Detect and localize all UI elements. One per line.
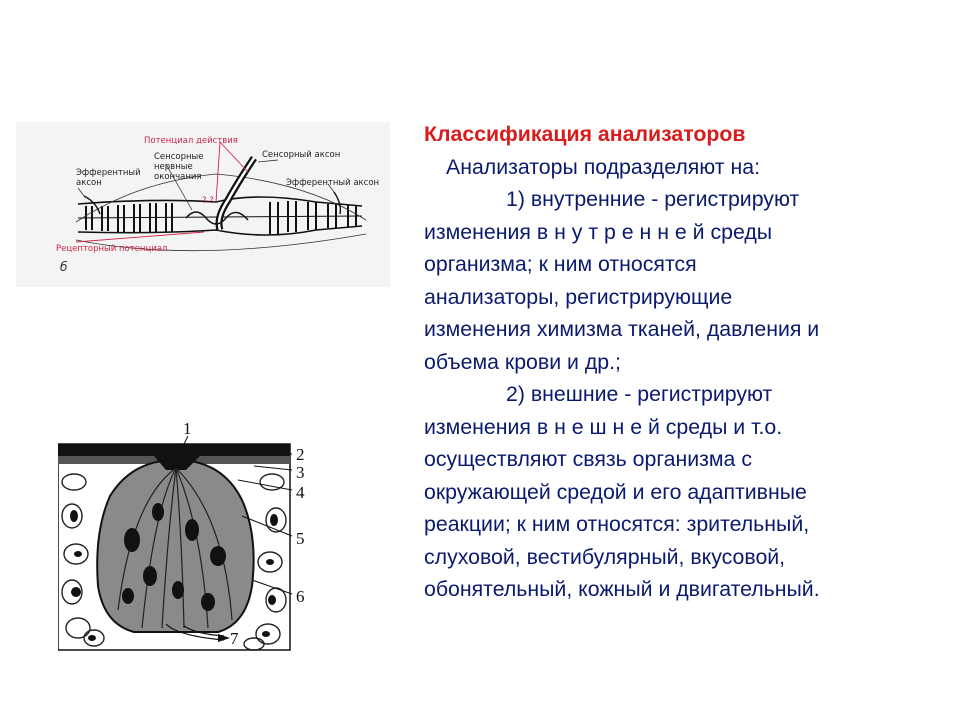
text-line: 2) внешние - регистрируют <box>506 382 773 406</box>
text-line: анализаторы, регистрирующие <box>424 284 733 309</box>
text-line: изменения в н у т р е н н е й среды <box>424 219 773 244</box>
label-3: 3 <box>296 463 305 482</box>
text-line: изменения в н е ш н е й среды и т.о. <box>424 414 783 439</box>
label-6: 6 <box>296 587 305 606</box>
text-line: Анализаторы подразделяют на: <box>446 154 761 179</box>
label-5: 5 <box>296 529 305 548</box>
label-2: 2 <box>296 445 305 464</box>
panel-letter-label: б <box>60 260 68 274</box>
action-potential-label: Потенциал действия <box>144 136 238 146</box>
text-line: окружающей средой и его адаптивные <box>424 479 807 504</box>
text-line: слуховой, вестибулярный, вкусовой, <box>424 544 786 569</box>
text-line: объема крови и др.; <box>424 349 621 374</box>
label-1: 1 <box>183 419 192 438</box>
label-7: 7 <box>230 629 239 648</box>
receptor-potential-label: Рецепторный потенциал <box>56 244 168 254</box>
text-line: осуществляют связь организма с <box>424 447 752 471</box>
text-line: реакции; к ним относятся: зрительный, <box>424 512 810 536</box>
sensory-axon-label: Сенсорный аксон <box>262 150 341 160</box>
efferent-axon-left-label: Эфферентный аксон <box>76 168 141 188</box>
taste-bud-figure <box>58 420 318 656</box>
text-line: обонятельный, кожный и двигательный. <box>424 577 820 601</box>
text-line: изменения химизма тканей, давления и <box>424 317 820 341</box>
text-line: организма; к ним относятся <box>424 252 697 276</box>
classification-text <box>424 118 944 606</box>
question-marks-label: ? ? <box>202 196 214 206</box>
efferent-axon-right-label: Эфферентный аксон <box>286 178 380 188</box>
nerve-fiber-figure <box>16 122 390 287</box>
taste-bud-drawing <box>58 420 318 656</box>
label-4: 4 <box>296 483 305 502</box>
sensory-endings-label: Сенсорные нервные окончания <box>154 152 204 182</box>
section-title: Классификация анализаторов <box>424 122 746 146</box>
text-line: 1) внутренние - регистрируют <box>506 187 800 211</box>
